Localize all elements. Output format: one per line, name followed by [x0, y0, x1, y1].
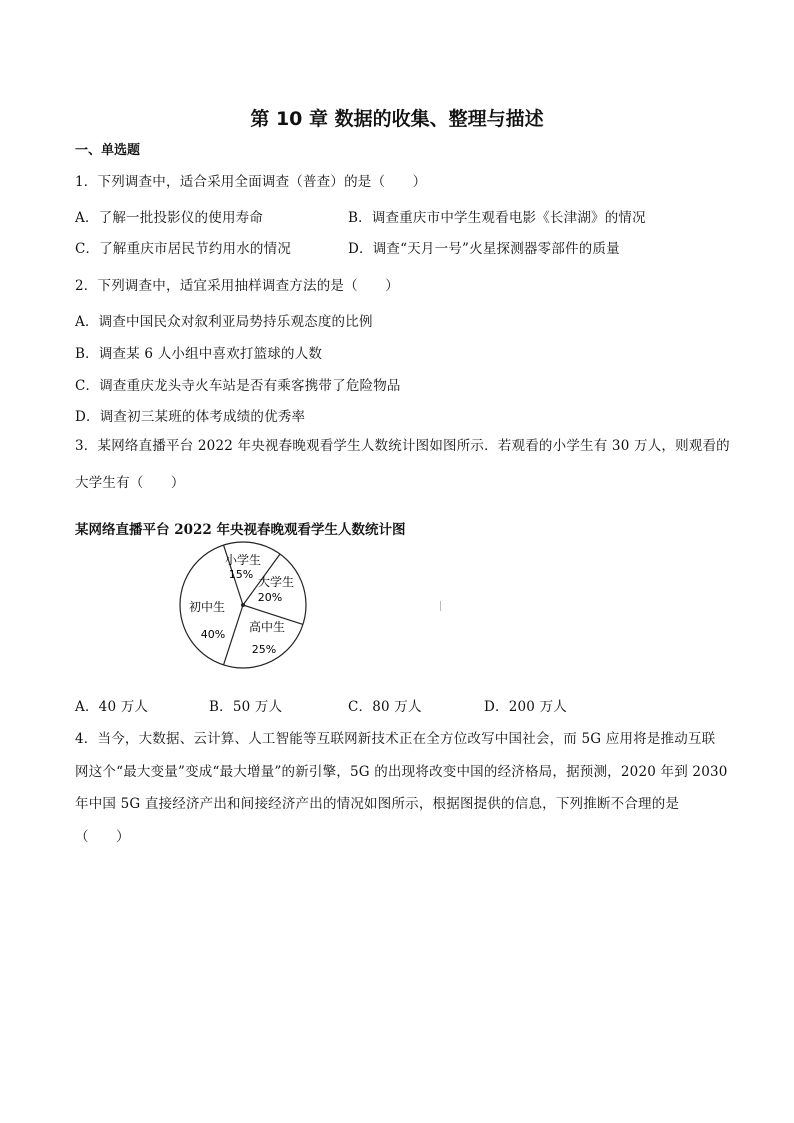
pie-divider-4: [224, 605, 243, 665]
q2-option-c: C．调查重庆龙头寺火车站是否有乘客携带了危险物品: [75, 378, 401, 394]
q4-line2: 网这个“最大变量”变成“最大增量”的新引擎，5G 的出现将改变中国的经济格局，据预测，2020 年到 2030: [75, 764, 728, 780]
q3-option-d: D．200 万人: [484, 699, 567, 715]
stray-mark: [440, 601, 441, 611]
q4-line3: 年中国 5G 直接经济产出和间接经济产出的情况如图所示，根据图提供的信息，下列推断不合理的是: [75, 796, 680, 812]
q4-line1: 4．当今，大数据、云计算、人工智能等互联网新技术正在全方位改写中国社会，而 5G 应用将是推动互联: [75, 731, 716, 747]
page-title: 第 10 章 数据的收集、整理与描述: [250, 108, 544, 130]
slice-pct-senior: 25%: [251, 643, 277, 656]
q3-stem-line1: 3．某网络直播平台 2022 年央视春晚观看学生人数统计图如图所示．若观看的小学生有 30 万人，则观看的: [75, 438, 730, 454]
q1-option-d: D．调查“天月一号”火星探测器零部件的质量: [348, 241, 620, 257]
q3-option-c: C．80 万人: [348, 699, 422, 715]
pie-center: [241, 603, 245, 607]
slice-pct-primary: 15%: [228, 568, 254, 581]
q2-option-d: D．调查初三某班的体考成绩的优秀率: [75, 409, 306, 425]
q2-stem: 2．下列调查中，适宜采用抽样调查方法的是（ ）: [75, 278, 399, 294]
q1-option-a: A．了解一批投影仪的使用寿命: [75, 210, 264, 226]
pie-chart: [170, 535, 330, 675]
slice-label-college: 大学生: [257, 575, 295, 589]
slice-label-senior: 高中生: [248, 620, 286, 634]
section-heading: 一、单选题: [75, 143, 141, 158]
q1-option-c: C．了解重庆市居民节约用水的情况: [75, 241, 292, 257]
q2-option-b: B．调查某 6 人小组中喜欢打篮球的人数: [75, 346, 323, 362]
slice-pct-junior: 40%: [200, 628, 226, 641]
slice-label-primary: 小学生: [224, 553, 262, 567]
q1-option-b: B．调查重庆市中学生观看电影《长津湖》的情况: [348, 210, 646, 226]
q3-option-a: A．40 万人: [75, 699, 149, 715]
slice-label-junior: 初中生: [188, 600, 226, 614]
slice-pct-college: 20%: [257, 591, 283, 604]
q3-option-b: B．50 万人: [209, 699, 283, 715]
q2-option-a: A．调查中国民众对叙利亚局势持乐观态度的比例: [75, 314, 373, 330]
chart-title: 某网络直播平台 2022 年央视春晚观看学生人数统计图: [75, 522, 406, 538]
q3-stem-line2: 大学生有（ ）: [75, 475, 185, 491]
q1-stem: 1．下列调查中，适合采用全面调查（普查）的是（ ）: [75, 174, 427, 190]
q4-line4: （ ）: [75, 829, 130, 845]
